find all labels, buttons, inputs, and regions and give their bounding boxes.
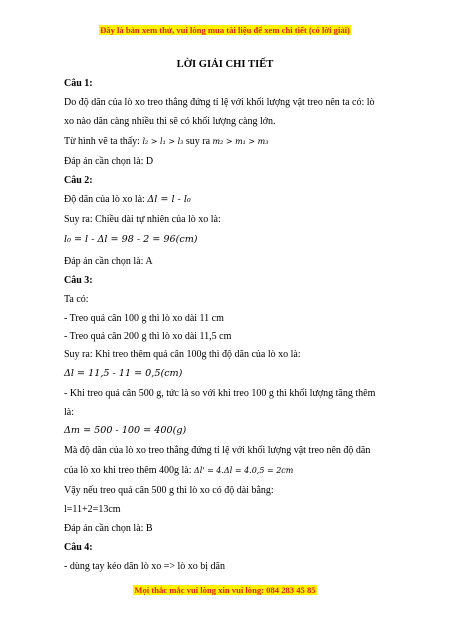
q2-formula-1: Δl = l - l₀: [147, 194, 191, 205]
q4-heading: Câu 4:: [64, 542, 93, 553]
q1-line3-text: Từ hình vẽ ta thấy:: [64, 136, 140, 147]
q3-line6: - Khi treo quả cân 500 g, tức là so với khi treo 100 g thì khối lượng tăng thêm: [64, 388, 376, 399]
q3-line11: Vậy nếu treo quả cân 500 g thì lò xo có độ dài bằng:: [64, 485, 274, 496]
q1-answer: Đáp án cần chọn là: D: [64, 156, 154, 167]
preview-banner-text: Đây là bản xem thử, vui lòng mua tài liệu để xem chi tiết (có lời giải): [100, 25, 350, 35]
q3-line10-text: của lò xo khi treo thêm 400g là:: [64, 465, 192, 476]
q3-line2: - Treo quả cân 100 g thì lò xo dài 11 cm: [64, 313, 224, 324]
q3-line12: l=11+2=13cm: [64, 504, 121, 515]
q3-formula-2: Δm = 500 - 100 = 400(g): [64, 425, 187, 436]
q1-formula-m: m₂ > m₁ > m₃: [212, 137, 269, 146]
contact-banner: [0, 585, 450, 596]
q2-line1: [64, 194, 191, 206]
q3-heading: Câu 3:: [64, 275, 93, 286]
q1-line3-mid: suy ra: [185, 136, 211, 147]
q3-line1: Ta có:: [64, 294, 89, 305]
q2-heading: Câu 2:: [64, 175, 93, 186]
q1-heading: Câu 1:: [64, 78, 93, 89]
q1-line2: xo nào dãn càng nhiều thì sẽ có khối lượng càng lớn.: [64, 116, 276, 127]
q3-formula-1: Δl = 11,5 - 11 = 0,5(cm): [64, 368, 183, 379]
q4-line1: - dùng tay kéo dãn lò xo => lò xo bị dãn: [64, 561, 225, 572]
q3-line4: Suy ra: Khi treo thêm quả cân 100g thì độ dãn của lò xo là:: [64, 349, 301, 360]
q3-line9: Mà độ dãn của lò xo treo thẳng đứng tỉ lệ với khối lượng vật treo nên độ dãn: [64, 445, 371, 456]
contact-banner-text: Mọi thắc mắc vui lòng xin vui lòng: 084 283 45 85: [134, 585, 316, 595]
q3-answer: Đáp án cần chọn là: B: [64, 523, 153, 534]
q3-line7: là:: [64, 407, 74, 418]
q3-formula-3: Δl' = 4.Δl = 4.0,5 = 2cm: [193, 466, 294, 475]
q1-line1: Do độ dãn của lò xo treo thẳng đứng tỉ lệ với khối lượng vật treo nên ta có: lò: [64, 97, 375, 108]
q2-answer: Đáp án cần chọn là: A: [64, 256, 153, 267]
q1-line3: [64, 136, 268, 148]
q3-line10: [64, 465, 293, 477]
page-title: LỜI GIẢI CHI TIẾT: [176, 59, 274, 70]
q2-line1-text: Độ dãn của lò xo là:: [64, 194, 145, 205]
q1-formula-l: l₂ > l₁ > l₃: [142, 137, 184, 146]
q2-line2: Suy ra: Chiều dài tự nhiên của lò xo là:: [64, 214, 221, 225]
preview-banner: [0, 25, 450, 36]
q2-formula-2: l₀ = l - Δl = 98 - 2 = 96(cm): [64, 234, 198, 245]
q3-line3: - Treo quả cân 200 g thì lò xo dài 11,5 cm: [64, 331, 232, 342]
